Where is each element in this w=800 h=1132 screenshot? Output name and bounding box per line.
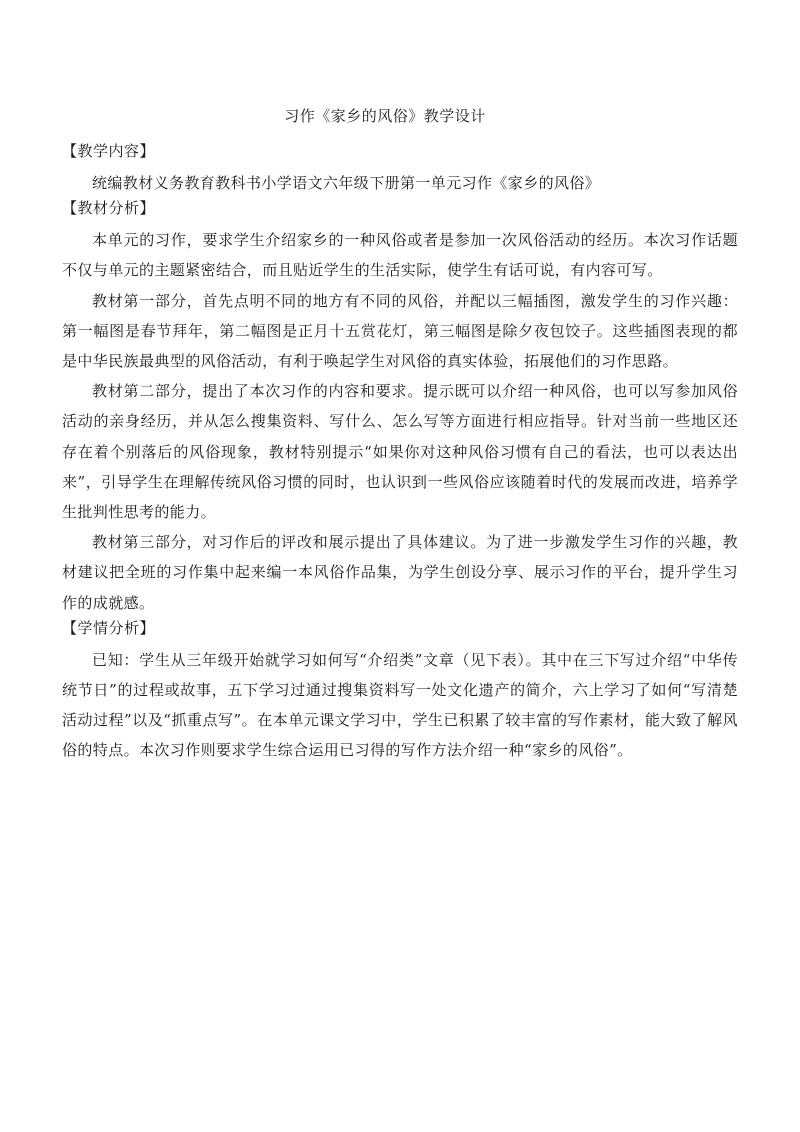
paragraph: 统编教材义务教育教科书小学语文六年级下册第一单元习作《家乡的风俗》 [92, 174, 601, 192]
section-heading: 【教学内容】 [62, 142, 156, 160]
section-student-analysis [62, 618, 738, 766]
section-material-analysis [62, 198, 738, 618]
section-teaching-content [62, 141, 738, 198]
paragraph: 教材第三部分，对习作后的评改和展示提出了具体建议。为了进一步激发学生习作的兴趣，教材建议把全班的习作集中起来编一本风俗作品集，为学生创设分享、展示习作的平台，提升学生习作的成就感。 [62, 533, 738, 612]
section-heading: 【教材分析】 [62, 199, 156, 218]
paragraph: 教材第二部分，提出了本次习作的内容和要求。提示既可以介绍一种风俗，也可以写参加风俗活动的亲身经历，并从怎么搜集资料、写什么、怎么写等方面进行相应指导。针对当前一些地区还存在着个别落后的风俗现象，教材特别提示“如果你对这种风俗习惯有自己的看法，也可以表达出来”，引导学生在理解传统风俗习惯的同时，也认识到一些风俗应该随着时代的发展而改进，培养学生批判性思考的能力。 [62, 382, 738, 522]
document-title: 习作《家乡的风俗》教学设计 [284, 107, 486, 125]
paragraph: 本单元的习作，要求学生介绍家乡的一种风俗或者是参加一次风俗活动的经历。本次习作话题不仅与单元的主题紧密结合，而且贴近学生的生活实际，使学生有话可说，有内容可写。 [62, 231, 738, 280]
paragraph: 教材第一部分，首先点明不同的地方有不同的风俗，并配以三幅插图，激发学生的习作兴趣：第一幅图是春节拜年，第二幅图是正月十五赏花灯，第三幅图是除夕夜包饺子。这些插图表现的都是中华民族最典型的风俗活动，有利于唤起学生对风俗的真实体验，拓展他们的习作思路。 [62, 291, 738, 371]
section-heading: 【学情分析】 [62, 618, 156, 637]
document-body [62, 141, 738, 766]
paragraph: 已知：学生从三年级开始就学习如何写“介绍类”文章（见下表）。其中在三下写过介绍“中华传统节日”的过程或故事，五下学习过通过搜集资料写一处文化遗产的简介，六上学习了如何“写清楚活动过程”以及“抓重点写”。在本单元课文学习中，学生已积累了较丰富的写作素材，能大致了解风俗的特点。本次习作则要求学生综合运用已习得的写作方法介绍一种“家乡的风俗”。 [62, 650, 738, 760]
